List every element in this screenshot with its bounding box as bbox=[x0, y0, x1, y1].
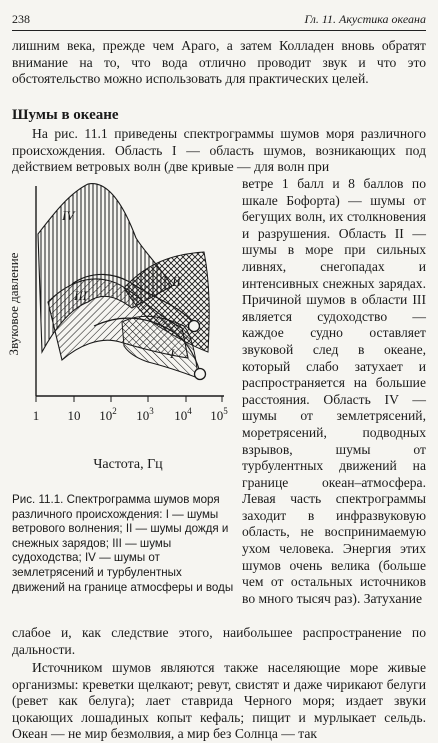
section-heading: Шумы в океане bbox=[12, 107, 119, 123]
column-text: ветре 1 балл и 8 баллов по шкале Бофорта) — шумы от бегущих волн, их столкновения и разрушения. Область II — шумы в море при сильных ливнях, снегопадах и интенсивных снежных зарядах. Причиной шумов в области III является судоходство — каждое судно оставляет звуковой след в океане, который слабо затухает и распространяется на большие расстояния. Область IV — шумы от землетрясений, моретрясений, подводных взрывов, шумы от турбулентных движений на границе океан–атмосфера. Левая часть спектрограммы заходит в инфразвуковую область, не воспринимаемую ухом человека. Энергия этих шумов очень велика (больше чем от остальных источников во много тысяч раз). Затухание bbox=[242, 176, 426, 606]
x-tick-100000: $10^5$ bbox=[210, 406, 228, 423]
region-label-i: I bbox=[170, 346, 175, 361]
region-label-ii: II bbox=[172, 274, 181, 289]
x-tick-10000: $10^4$ bbox=[174, 406, 192, 423]
x-tick-1: 1 bbox=[32, 408, 40, 423]
x-axis-label: Частота, Гц bbox=[93, 457, 163, 472]
page-number: 238 bbox=[12, 12, 30, 26]
paragraph-2: На рис. 11.1 приведены спектрограммы шумов моря различного происхождения. Область I — область шумов, возникающих под действием ветровых волн (две кривые — для волн при bbox=[12, 126, 426, 175]
x-tick-100: $10^2$ bbox=[99, 406, 117, 423]
running-header bbox=[12, 10, 426, 31]
curve-end-marker bbox=[189, 321, 200, 332]
x-tick-1000: $10^3$ bbox=[136, 406, 154, 423]
paragraph-1: лишним века, прежде чем Араго, а затем Колладен вновь обратят внимание на то, что вода отлично проводит звук и что это обстоятельство можно использовать для практических целей. bbox=[12, 38, 426, 87]
x-tick-10: 10 bbox=[67, 408, 81, 423]
paragraph-4: Источником шумов являются также населяющие море живые организмы: креветки щелкают; ревут, свистят и даже чирикают белуги (ревет как белуга); лает ставрида Черного моря; издает звуки цокающих лошадиных копыт кефаль; пищит и мурлыкает сельдь. Океан — не мир безмолвия, а мир без Солнца — так bbox=[12, 660, 426, 742]
running-title: Гл. 11. Акустика океана bbox=[304, 12, 426, 26]
y-axis-label: Звуковое давление bbox=[6, 252, 21, 356]
spectrogram-figure bbox=[6, 176, 240, 492]
curve-end-marker bbox=[195, 369, 206, 380]
region-label-iii: III bbox=[74, 288, 87, 303]
region-label-iv: IV bbox=[62, 208, 75, 223]
x-tick-marks bbox=[36, 396, 222, 402]
paragraph-3: слабое и, как следствие этого, наибольшее распространение по дальности. bbox=[12, 625, 426, 657]
figure-caption: Рис. 11.1. Спектрограмма шумов моря различного происхождения: I — шумы ветрового волнения; II — шумы дождя и снежных зарядов; III — шумы судоходства; IV — шумы от землетрясений и турбулентных движений на границе атмосферы и воды bbox=[12, 493, 234, 594]
